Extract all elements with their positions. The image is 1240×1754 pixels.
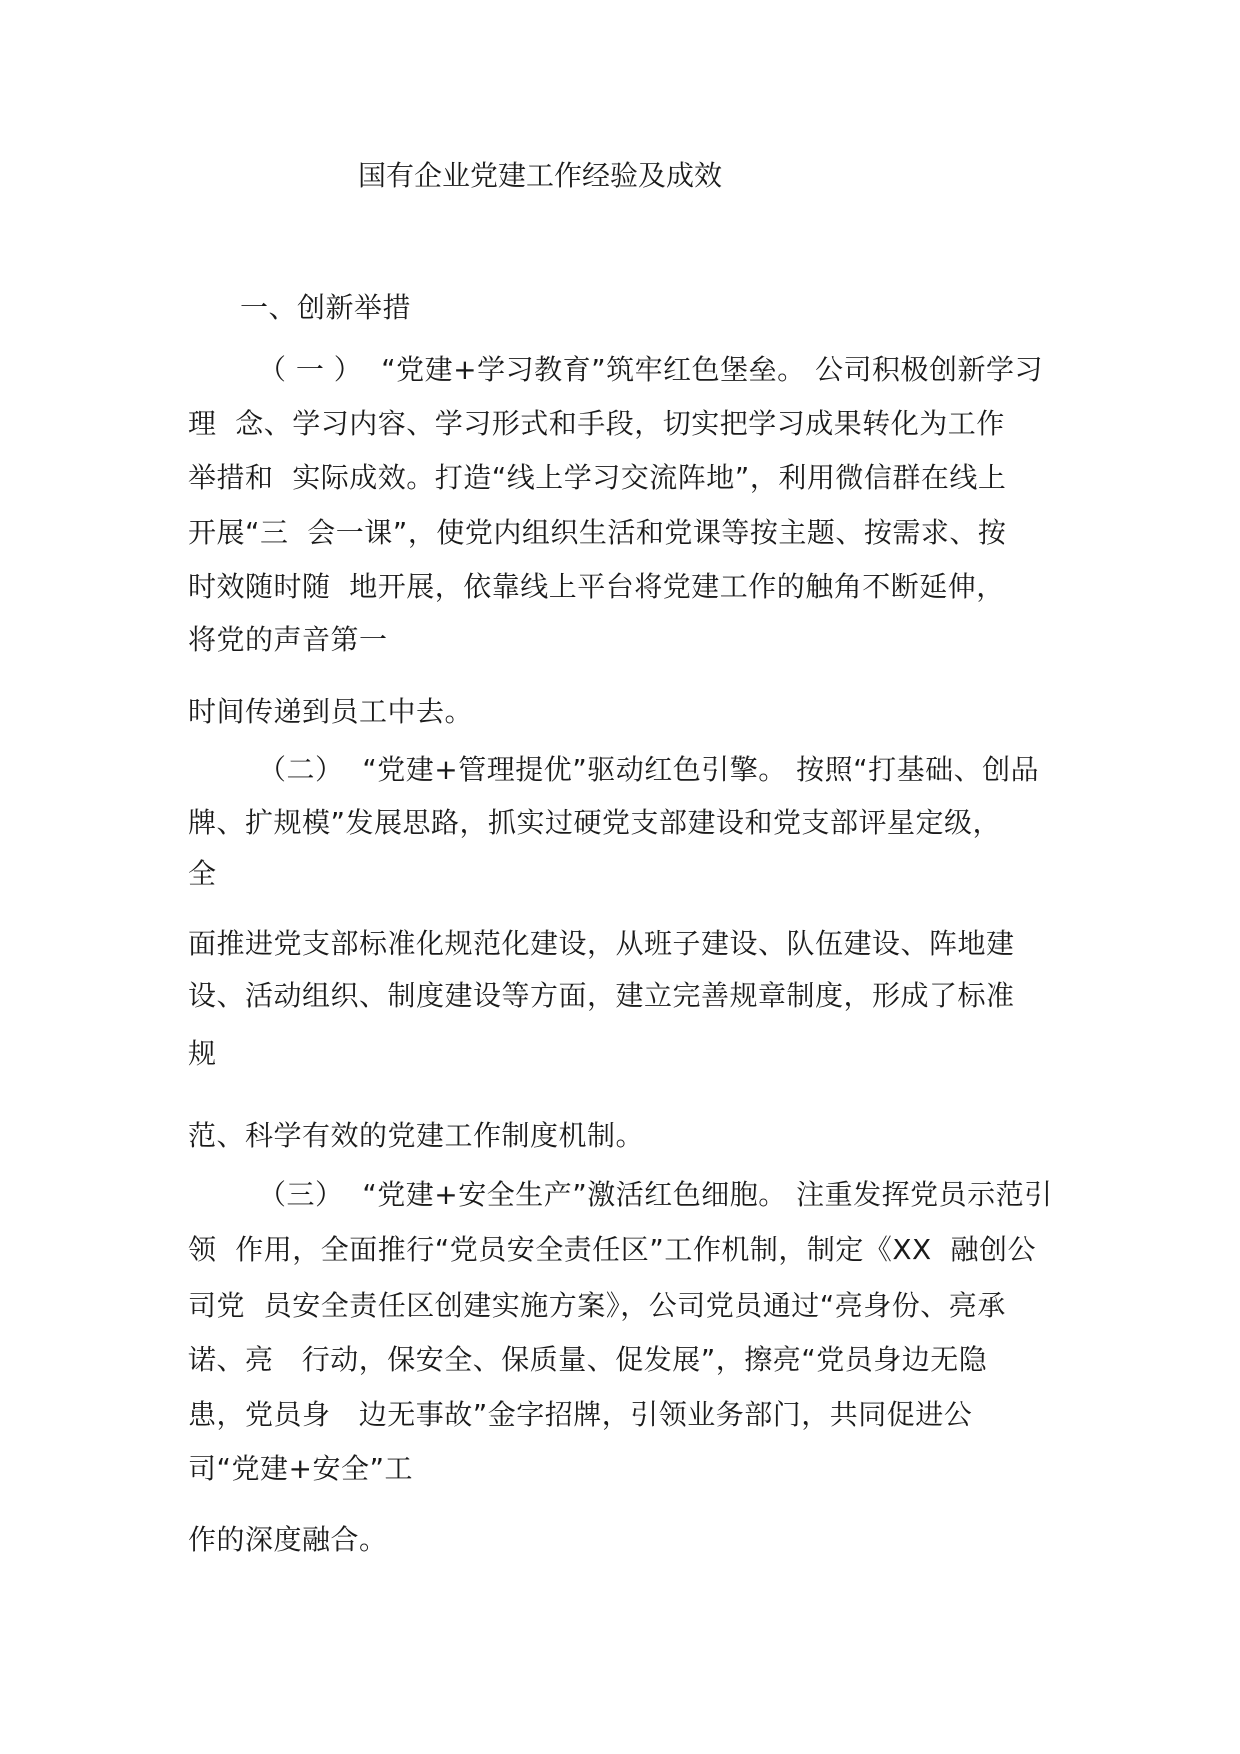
paragraph-line: 设、活动组织、制度建设等方面，建立完善规章制度，形成了标准	[188, 979, 1015, 1012]
paragraph-line: 规	[188, 1037, 217, 1070]
paragraph-line: 时间传递到员工中去。	[188, 695, 474, 728]
paragraph-line: 将党的声音第一	[188, 623, 388, 656]
paragraph-line: 理 念、学习内容、学习形式和手段，切实把学习成果转化为工作	[188, 407, 1005, 440]
paragraph-line: （三） “党建+安全生产”激活红色细胞。 注重发挥党员示范引	[258, 1178, 1053, 1211]
paragraph-line: 领 作用，全面推行“党员安全责任区”工作机制，制定《XX 融创公	[188, 1233, 1036, 1266]
paragraph-line: 时效随时随 地开展，依靠线上平台将党建工作的触角不断延伸，	[188, 570, 1005, 603]
paragraph-line: 司党 员安全责任区创建实施方案》，公司党员通过“亮身份、亮承	[188, 1289, 1006, 1322]
paragraph-line: 司“党建+安全”工	[188, 1452, 413, 1485]
paragraph-line: 诺、亮 行动，保安全、保质量、促发展”，擦亮“党员身边无隐	[188, 1343, 988, 1376]
paragraph-line: 面推进党支部标准化规范化建设，从班子建设、队伍建设、阵地建	[188, 927, 1015, 960]
paragraph-line: 牌、扩规模”发展思路，抓实过硬党支部建设和党支部评星定级，	[188, 806, 1002, 839]
paragraph-line: （二） “党建+管理提优”驱动红色引擎。 按照“打基础、创品	[258, 753, 1040, 786]
paragraph-line: 范、科学有效的党建工作制度机制。	[188, 1119, 645, 1152]
section-heading: 一、创新举措	[240, 291, 412, 324]
paragraph-line: 全	[188, 857, 217, 890]
paragraph-line: 患，党员身 边无事故”金字招牌，引领业务部门，共同促进公	[188, 1398, 973, 1431]
paragraph-line: 开展“三 会一课”，使党内组织生活和党课等按主题、按需求、按	[188, 516, 1007, 549]
paragraph-line: 举措和 实际成效。打造“线上学习交流阵地”，利用微信群在线上	[188, 461, 1007, 494]
paragraph-line: （ 一 ） “党建+学习教育”筑牢红色堡垒。 公司积极创新学习	[258, 353, 1043, 386]
paragraph-line: 作的深度融合。	[188, 1523, 388, 1556]
document-title: 国有企业党建工作经验及成效	[358, 159, 723, 192]
